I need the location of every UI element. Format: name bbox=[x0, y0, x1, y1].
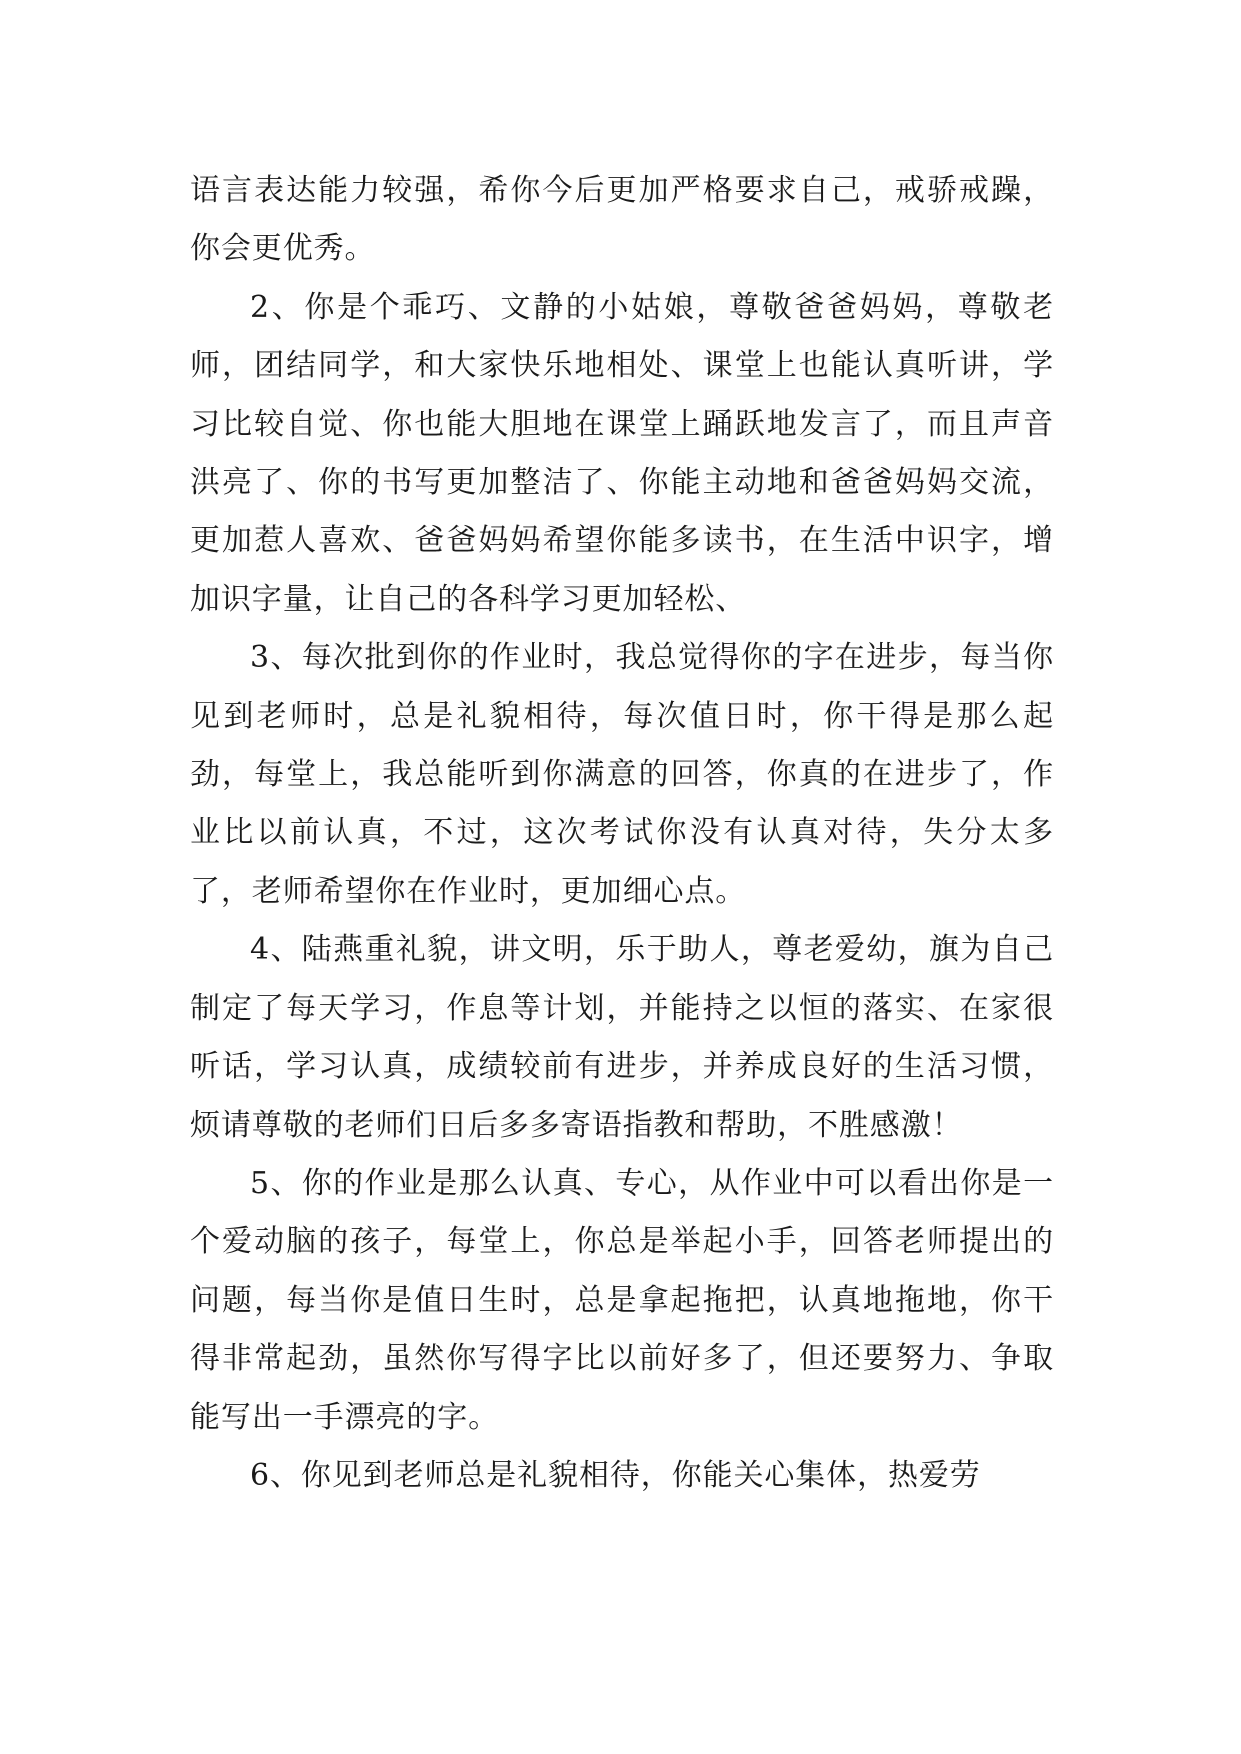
document-body bbox=[190, 162, 1054, 1505]
paragraph-1: 语言表达能力较强，希你今后更加严格要求自己，戒骄戒躁，你会更优秀。 bbox=[190, 173, 1054, 267]
paragraph-3: 3、每次批到你的作业时，我总觉得你的字在进步，每当你见到老师时，总是礼貌相待，每次值日时，你干得是那么起劲，每堂上，我总能听到你满意的回答，你真的在进步了，作业比以前认真，不过，这次考试你没有认真对待，失分太多了，老师希望你在作业时，更加细心点。 bbox=[190, 640, 1054, 909]
paragraph-4: 4、陆燕重礼貌，讲文明，乐于助人，尊老爱幼，旗为自己制定了每天学习，作息等计划，并能持之以恒的落实、在家很听话，学习认真，成绩较前有进步，并养成良好的生活习惯，烦请尊敬的老师们日后多多寄语指教和帮助，不胜感激！ bbox=[190, 932, 1054, 1143]
paragraph-2: 2、你是个乖巧、文静的小姑娘，尊敬爸爸妈妈，尊敬老师，团结同学，和大家快乐地相处、课堂上也能认真听讲，学习比较自觉、你也能大胆地在课堂上踊跃地发言了，而且声音洪亮了、你的书写更加整洁了、你能主动地和爸爸妈妈交流，更加惹人喜欢、爸爸妈妈希望你能多读书，在生活中识字，增加识字量，让自己的各科学习更加轻松、 bbox=[190, 289, 1054, 617]
paragraph-5: 5、你的作业是那么认真、专心，从作业中可以看出你是一个爱动脑的孩子，每堂上，你总是举起小手，回答老师提出的问题，每当你是值日生时，总是拿起拖把，认真地拖地，你干得非常起劲，虽然你写得字比以前好多了，但还要努力、争取能写出一手漂亮的字。 bbox=[190, 1165, 1054, 1435]
paragraph-6: 6、你见到老师总是礼貌相待，你能关心集体，热爱劳 bbox=[250, 1457, 981, 1493]
